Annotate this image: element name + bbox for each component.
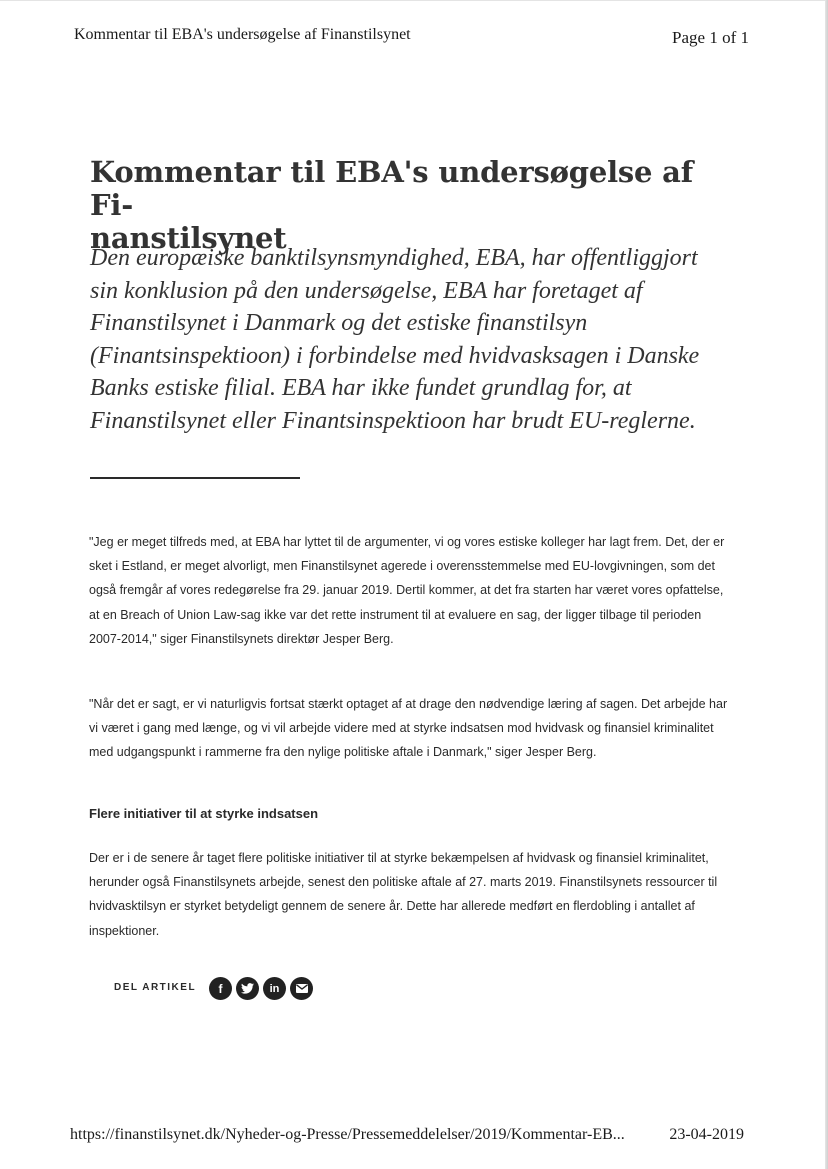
- envelope-glyph: [296, 984, 308, 993]
- print-footer-url: https://finanstilsynet.dk/Nyheder-og-Presse/Pressemeddelelser/2019/Kommentar-EB...: [70, 1126, 625, 1143]
- article-headline: [90, 156, 730, 255]
- page-top-edge: [0, 0, 828, 1]
- share-label: DEL ARTIKEL: [114, 982, 197, 993]
- print-header-title: Kommentar til EBA's undersøgelse af Finanstilsynet: [74, 26, 411, 43]
- facebook-icon[interactable]: [209, 977, 232, 1000]
- article-paragraph-2: "Når det er sagt, er vi naturligvis fortsat stærkt optaget af at drage den nødvendige læring af sagen. Det arbejde har vi været i gang med længe, og vi vil arbejde videre med at styrke indsatsen mod hvidvask og finansiel kriminalitet med udgangspunkt i rammerne fra den nylige politiske aftale i Danmark," siger Jesper Berg.: [89, 697, 728, 760]
- linkedin-glyph: in: [269, 982, 280, 995]
- facebook-glyph: f: [218, 981, 223, 996]
- linkedin-icon[interactable]: [263, 977, 286, 1000]
- article-paragraph-3: Der er i de senere år taget flere politiske initiativer til at styrke bekæmpelsen af hvidvask og finansiel kriminalitet, herunder også Finanstilsynets arbejde, senest den politiske aftale af 27. marts 2019. Finanstilsynets ressourcer til hvidvasktilsyn er styrket betydeligt gennem de senere år. Dette har allerede medført en flerdobling i antallet af inspektioner.: [89, 851, 718, 938]
- print-footer-date: 23-04-2019: [669, 1126, 744, 1143]
- email-icon[interactable]: [290, 977, 313, 1000]
- divider-rule: [90, 477, 300, 479]
- article-lead: Den europæiske banktilsynsmyndighed, EBA, har offentliggjort sin konklusion på den undersøgelse, EBA har foretaget af Finanstilsynet i Danmark og det estiske finanstilsyn (Finantsinspektioon) i forbindelse med hvidvasksagen i Danske Banks estiske filial. EBA har ikke fundet grundlag for, at Finanstilsynet eller Finantsinspektioon har brudt EU-reglerne.: [90, 245, 700, 434]
- article-paragraph-1: "Jeg er meget tilfreds med, at EBA har lyttet til de argumenter, vi og vores estiske kolleger har lagt frem. Det, der er sket i Estland, er meget alvorligt, men Finanstilsynet agerede i overensstemmelse med EU-lovgivningen, som det også fremgår af vores redegørelse fra 29. januar 2019. Dertil kommer, at det fra starten har været vores opfattelse, at en Breach of Union Law-sag ikke var det rette instrument til at evaluere en sag, der ligger tilbage til perioden 2007-2014," siger Finanstilsynets direktør Jesper Berg.: [89, 535, 725, 646]
- article-subheading: Flere initiativer til at styrke indsatsen: [89, 806, 319, 821]
- article-headline-text: Kommentar til EBA's undersøgelse af Fi- nanstilsynet: [90, 155, 694, 255]
- twitter-bird-glyph: [241, 983, 254, 994]
- twitter-icon[interactable]: [236, 977, 259, 1000]
- print-header-page-number: Page 1 of 1: [672, 28, 749, 47]
